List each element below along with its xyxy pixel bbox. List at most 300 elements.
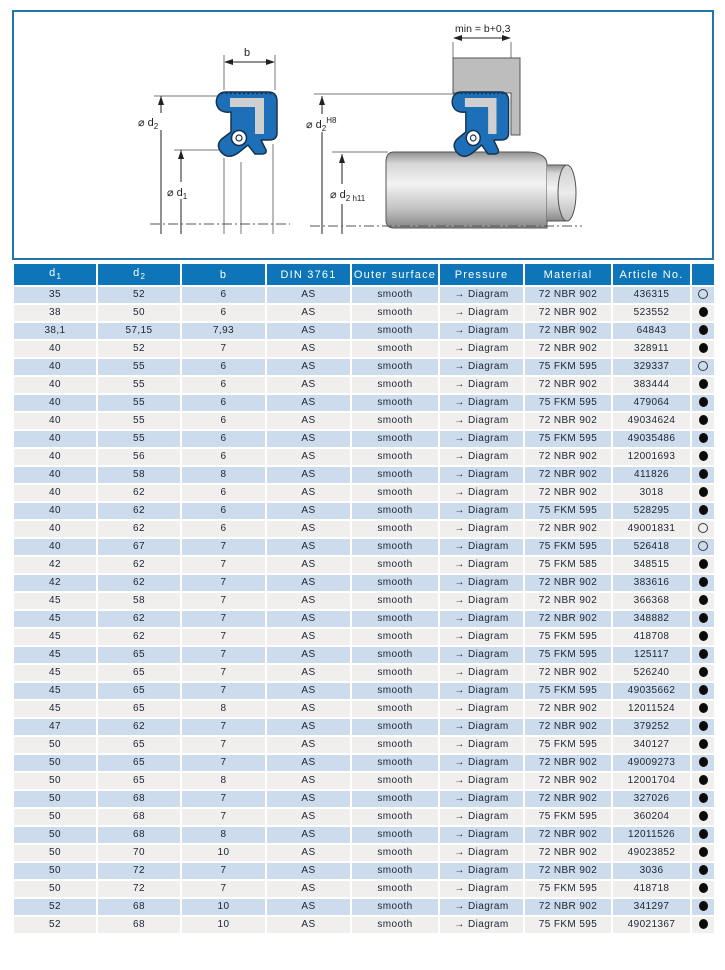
din-cell: AS — [266, 556, 351, 574]
outer-surface-cell: smooth — [351, 808, 439, 826]
article-no-cell: 49034624 — [612, 412, 691, 430]
pressure-diagram-link[interactable]: → Diagram — [439, 466, 524, 484]
outer-surface-cell: smooth — [351, 304, 439, 322]
pressure-diagram-link[interactable]: → Diagram — [439, 610, 524, 628]
material-cell: 75 FKM 585 — [524, 556, 612, 574]
availability-cell — [691, 646, 715, 664]
pressure-diagram-link[interactable]: → Diagram — [439, 898, 524, 916]
header-d1: $d_1$ — [13, 263, 97, 286]
filled-circle-icon — [699, 865, 708, 875]
availability-cell — [691, 538, 715, 556]
b-cell: 6 — [181, 502, 266, 520]
material-cell: 75 FKM 595 — [524, 736, 612, 754]
din-cell: AS — [266, 700, 351, 718]
d2-cell: 55 — [97, 376, 181, 394]
din-cell: AS — [266, 304, 351, 322]
d2-cell: 68 — [97, 790, 181, 808]
article-no-cell: 329337 — [612, 358, 691, 376]
filled-circle-icon — [699, 469, 708, 479]
b-cell: 7 — [181, 808, 266, 826]
availability-cell — [691, 844, 715, 862]
outer-surface-cell: smooth — [351, 322, 439, 340]
article-no-cell: 12001704 — [612, 772, 691, 790]
outer-surface-cell: smooth — [351, 592, 439, 610]
d1-cell: 47 — [13, 718, 97, 736]
d1-cell: 38 — [13, 304, 97, 322]
d1-cell: 40 — [13, 520, 97, 538]
d1-cell: 40 — [13, 376, 97, 394]
pressure-diagram-link[interactable]: → Diagram — [439, 700, 524, 718]
outer-surface-cell: smooth — [351, 394, 439, 412]
d2-cell: 55 — [97, 394, 181, 412]
dimension-label-d2-h11: ⌀ $d_2$ h11 — [330, 189, 366, 203]
d2-cell: 62 — [97, 628, 181, 646]
table-row — [13, 880, 715, 898]
material-cell: 72 NBR 902 — [524, 466, 612, 484]
b-cell: 7 — [181, 340, 266, 358]
d1-cell: 40 — [13, 430, 97, 448]
pressure-diagram-link[interactable]: → Diagram — [439, 304, 524, 322]
b-cell: 7 — [181, 574, 266, 592]
filled-circle-icon — [699, 919, 708, 929]
b-cell: 10 — [181, 916, 266, 934]
b-cell: 6 — [181, 430, 266, 448]
d2-cell: 70 — [97, 844, 181, 862]
din-cell: AS — [266, 394, 351, 412]
pressure-diagram-link[interactable]: → Diagram — [439, 394, 524, 412]
material-cell: 72 NBR 902 — [524, 520, 612, 538]
d1-cell: 40 — [13, 394, 97, 412]
hollow-circle-icon — [698, 361, 708, 371]
din-cell: AS — [266, 844, 351, 862]
pressure-diagram-link[interactable]: → Diagram — [439, 790, 524, 808]
availability-cell — [691, 610, 715, 628]
article-no-cell: 327026 — [612, 790, 691, 808]
article-no-cell: 383444 — [612, 376, 691, 394]
b-cell: 6 — [181, 448, 266, 466]
pressure-diagram-link[interactable]: → Diagram — [439, 826, 524, 844]
article-no-cell: 528295 — [612, 502, 691, 520]
d1-cell: 50 — [13, 790, 97, 808]
table-row — [13, 448, 715, 466]
article-no-cell: 341297 — [612, 898, 691, 916]
filled-circle-icon — [699, 433, 708, 443]
outer-surface-cell: smooth — [351, 736, 439, 754]
hollow-circle-icon — [698, 523, 708, 533]
b-cell: 6 — [181, 376, 266, 394]
b-cell: 7 — [181, 664, 266, 682]
availability-cell — [691, 286, 715, 304]
filled-circle-icon — [699, 415, 708, 425]
din-cell: AS — [266, 574, 351, 592]
din-cell: AS — [266, 286, 351, 304]
din-cell: AS — [266, 502, 351, 520]
din-cell: AS — [266, 610, 351, 628]
filled-circle-icon — [699, 901, 708, 911]
availability-cell — [691, 664, 715, 682]
outer-surface-cell: smooth — [351, 682, 439, 700]
article-no-cell: 348882 — [612, 610, 691, 628]
d1-cell: 50 — [13, 736, 97, 754]
header-article-no: Article No. — [612, 263, 691, 286]
table-row — [13, 646, 715, 664]
din-cell: AS — [266, 664, 351, 682]
b-cell: 8 — [181, 700, 266, 718]
d1-cell: 40 — [13, 466, 97, 484]
d1-cell: 38,1 — [13, 322, 97, 340]
d2-cell: 65 — [97, 682, 181, 700]
table-row — [13, 538, 715, 556]
dimension-label-d2-H8: ⌀ $d_2^{H8}$ — [306, 116, 337, 133]
din-cell: AS — [266, 646, 351, 664]
d2-cell: 62 — [97, 556, 181, 574]
seal-installation-diagram — [306, 23, 582, 234]
pressure-diagram-link[interactable]: → Diagram — [439, 628, 524, 646]
article-no-cell: 12001693 — [612, 448, 691, 466]
header-din-3761: DIN 3761 — [266, 263, 351, 286]
d2-cell: 62 — [97, 610, 181, 628]
header-outer-surface: Outer surface — [351, 263, 439, 286]
d2-cell: 62 — [97, 520, 181, 538]
article-no-cell: 526240 — [612, 664, 691, 682]
material-cell: 75 FKM 595 — [524, 358, 612, 376]
outer-surface-cell: smooth — [351, 844, 439, 862]
article-no-cell: 418718 — [612, 880, 691, 898]
din-cell: AS — [266, 880, 351, 898]
article-no-cell: 479064 — [612, 394, 691, 412]
din-cell: AS — [266, 448, 351, 466]
dimension-label-b: b — [243, 47, 251, 59]
outer-surface-cell: smooth — [351, 538, 439, 556]
article-no-cell: 348515 — [612, 556, 691, 574]
d1-cell: 45 — [13, 646, 97, 664]
b-cell: 6 — [181, 358, 266, 376]
pressure-diagram-link[interactable]: → Diagram — [439, 484, 524, 502]
availability-cell — [691, 826, 715, 844]
article-no-cell: 340127 — [612, 736, 691, 754]
outer-surface-cell: smooth — [351, 412, 439, 430]
filled-circle-icon — [699, 847, 708, 857]
article-no-cell: 360204 — [612, 808, 691, 826]
d2-cell: 57,15 — [97, 322, 181, 340]
article-no-cell: 12011524 — [612, 700, 691, 718]
filled-circle-icon — [699, 793, 708, 803]
outer-surface-cell: smooth — [351, 574, 439, 592]
outer-surface-cell: smooth — [351, 376, 439, 394]
b-cell: 6 — [181, 412, 266, 430]
availability-cell — [691, 430, 715, 448]
d1-cell: 40 — [13, 358, 97, 376]
availability-cell — [691, 898, 715, 916]
b-cell: 8 — [181, 826, 266, 844]
article-no-cell: 3036 — [612, 862, 691, 880]
pressure-diagram-link[interactable]: → Diagram — [439, 664, 524, 682]
din-cell: AS — [266, 808, 351, 826]
d2-cell: 55 — [97, 412, 181, 430]
b-cell: 6 — [181, 520, 266, 538]
din-cell: AS — [266, 466, 351, 484]
pressure-diagram-link[interactable]: → Diagram — [439, 358, 524, 376]
material-cell: 72 NBR 902 — [524, 322, 612, 340]
d2-cell: 72 — [97, 862, 181, 880]
d2-cell: 58 — [97, 466, 181, 484]
dimension-label-d2: ⌀ $d_2$ — [138, 117, 159, 131]
header-b: b — [181, 263, 266, 286]
filled-circle-icon — [699, 775, 708, 785]
table-row — [13, 898, 715, 916]
material-cell: 72 NBR 902 — [524, 610, 612, 628]
material-cell: 72 NBR 902 — [524, 898, 612, 916]
article-no-cell: 125117 — [612, 646, 691, 664]
b-cell: 7 — [181, 790, 266, 808]
pressure-diagram-link[interactable]: → Diagram — [439, 592, 524, 610]
filled-circle-icon — [699, 325, 708, 335]
d1-cell: 50 — [13, 844, 97, 862]
table-row — [13, 430, 715, 448]
pressure-diagram-link[interactable]: → Diagram — [439, 862, 524, 880]
filled-circle-icon — [699, 721, 708, 731]
din-cell: AS — [266, 412, 351, 430]
d1-cell: 50 — [13, 754, 97, 772]
article-no-cell: 49035662 — [612, 682, 691, 700]
pressure-diagram-link[interactable]: → Diagram — [439, 772, 524, 790]
availability-cell — [691, 502, 715, 520]
availability-cell — [691, 754, 715, 772]
header-d2: $d_2$ — [97, 263, 181, 286]
outer-surface-cell: smooth — [351, 826, 439, 844]
din-cell: AS — [266, 790, 351, 808]
article-no-cell: 12011526 — [612, 826, 691, 844]
table-row — [13, 376, 715, 394]
b-cell: 6 — [181, 484, 266, 502]
din-cell: AS — [266, 592, 351, 610]
material-cell: 72 NBR 902 — [524, 844, 612, 862]
availability-cell — [691, 574, 715, 592]
seal-cross-section-diagram — [138, 47, 290, 234]
availability-cell — [691, 322, 715, 340]
d1-cell: 42 — [13, 574, 97, 592]
table-row — [13, 826, 715, 844]
pressure-diagram-link[interactable]: → Diagram — [439, 538, 524, 556]
shaft-end-face — [558, 165, 576, 221]
table-row — [13, 610, 715, 628]
outer-surface-cell: smooth — [351, 520, 439, 538]
b-cell: 7 — [181, 682, 266, 700]
outer-surface-cell: smooth — [351, 754, 439, 772]
table-row — [13, 520, 715, 538]
outer-surface-cell: smooth — [351, 556, 439, 574]
filled-circle-icon — [699, 811, 708, 821]
availability-cell — [691, 520, 715, 538]
b-cell: 10 — [181, 898, 266, 916]
din-cell: AS — [266, 376, 351, 394]
table-row — [13, 700, 715, 718]
d2-cell: 65 — [97, 754, 181, 772]
filled-circle-icon — [699, 307, 708, 317]
filled-circle-icon — [699, 487, 708, 497]
outer-surface-cell: smooth — [351, 610, 439, 628]
pressure-diagram-link[interactable]: → Diagram — [439, 754, 524, 772]
shaft-section — [386, 152, 547, 228]
material-cell: 72 NBR 902 — [524, 376, 612, 394]
header-material: Material — [524, 263, 612, 286]
table-row — [13, 862, 715, 880]
d1-cell: 50 — [13, 880, 97, 898]
table-row — [13, 340, 715, 358]
d1-cell: 40 — [13, 448, 97, 466]
table-row — [13, 304, 715, 322]
pressure-diagram-link[interactable]: → Diagram — [439, 916, 524, 934]
pressure-diagram-link[interactable]: → Diagram — [439, 880, 524, 898]
seal-drawings — [14, 12, 708, 254]
availability-cell — [691, 412, 715, 430]
d2-cell: 65 — [97, 772, 181, 790]
article-no-cell: 436315 — [612, 286, 691, 304]
din-cell: AS — [266, 754, 351, 772]
material-cell: 72 NBR 902 — [524, 664, 612, 682]
pressure-diagram-link[interactable]: → Diagram — [439, 646, 524, 664]
b-cell: 7 — [181, 880, 266, 898]
material-cell: 72 NBR 902 — [524, 790, 612, 808]
material-cell: 72 NBR 902 — [524, 412, 612, 430]
din-cell: AS — [266, 898, 351, 916]
b-cell: 7 — [181, 592, 266, 610]
d1-cell: 40 — [13, 484, 97, 502]
d2-cell: 65 — [97, 700, 181, 718]
seal-specification-table — [12, 262, 716, 935]
material-cell: 72 NBR 902 — [524, 826, 612, 844]
material-cell: 72 NBR 902 — [524, 286, 612, 304]
table-row — [13, 772, 715, 790]
outer-surface-cell: smooth — [351, 646, 439, 664]
b-cell: 7 — [181, 718, 266, 736]
filled-circle-icon — [699, 757, 708, 767]
material-cell: 75 FKM 595 — [524, 646, 612, 664]
pressure-diagram-link[interactable]: → Diagram — [439, 682, 524, 700]
material-cell: 72 NBR 902 — [524, 574, 612, 592]
outer-surface-cell: smooth — [351, 340, 439, 358]
b-cell: 7 — [181, 628, 266, 646]
pressure-diagram-link[interactable]: → Diagram — [439, 808, 524, 826]
b-cell: 6 — [181, 286, 266, 304]
table-row — [13, 808, 715, 826]
pressure-diagram-link[interactable]: → Diagram — [439, 430, 524, 448]
d1-cell: 50 — [13, 826, 97, 844]
din-cell: AS — [266, 862, 351, 880]
din-cell: AS — [266, 628, 351, 646]
table-row — [13, 484, 715, 502]
din-cell: AS — [266, 736, 351, 754]
din-cell: AS — [266, 772, 351, 790]
article-no-cell: 49021367 — [612, 916, 691, 934]
b-cell: 10 — [181, 844, 266, 862]
dimension-label-min: min = b+0,3 — [455, 23, 511, 35]
material-cell: 72 NBR 902 — [524, 448, 612, 466]
outer-surface-cell: smooth — [351, 790, 439, 808]
pressure-diagram-link[interactable]: → Diagram — [439, 412, 524, 430]
pressure-diagram-link[interactable]: → Diagram — [439, 448, 524, 466]
din-cell: AS — [266, 322, 351, 340]
article-no-cell: 526418 — [612, 538, 691, 556]
filled-circle-icon — [699, 829, 708, 839]
din-cell: AS — [266, 484, 351, 502]
table-row — [13, 556, 715, 574]
material-cell: 75 FKM 595 — [524, 628, 612, 646]
d1-cell: 50 — [13, 772, 97, 790]
d1-cell: 35 — [13, 286, 97, 304]
article-no-cell: 49035486 — [612, 430, 691, 448]
table-row — [13, 322, 715, 340]
d2-cell: 55 — [97, 358, 181, 376]
din-cell: AS — [266, 682, 351, 700]
pressure-diagram-link[interactable]: → Diagram — [439, 556, 524, 574]
d1-cell: 40 — [13, 538, 97, 556]
pressure-diagram-link[interactable]: → Diagram — [439, 844, 524, 862]
availability-cell — [691, 700, 715, 718]
d1-cell: 45 — [13, 682, 97, 700]
d1-cell: 52 — [13, 898, 97, 916]
b-cell: 7 — [181, 754, 266, 772]
table-row — [13, 574, 715, 592]
d2-cell: 68 — [97, 826, 181, 844]
availability-cell — [691, 628, 715, 646]
outer-surface-cell: smooth — [351, 628, 439, 646]
table-row — [13, 628, 715, 646]
table-row — [13, 682, 715, 700]
pressure-diagram-link[interactable]: → Diagram — [439, 286, 524, 304]
d2-cell: 68 — [97, 916, 181, 934]
pressure-diagram-link[interactable]: → Diagram — [439, 718, 524, 736]
material-cell: 72 NBR 902 — [524, 592, 612, 610]
table-body — [13, 286, 715, 934]
d1-cell: 50 — [13, 862, 97, 880]
filled-circle-icon — [699, 703, 708, 713]
filled-circle-icon — [699, 613, 708, 623]
availability-cell — [691, 358, 715, 376]
pressure-diagram-link[interactable]: → Diagram — [439, 322, 524, 340]
material-cell: 75 FKM 595 — [524, 430, 612, 448]
outer-surface-cell: smooth — [351, 880, 439, 898]
availability-cell — [691, 304, 715, 322]
material-cell: 75 FKM 595 — [524, 538, 612, 556]
pressure-diagram-link[interactable]: → Diagram — [439, 520, 524, 538]
material-cell: 72 NBR 902 — [524, 484, 612, 502]
b-cell: 8 — [181, 772, 266, 790]
pressure-diagram-link[interactable]: → Diagram — [439, 736, 524, 754]
pressure-diagram-link[interactable]: → Diagram — [439, 340, 524, 358]
pressure-diagram-link[interactable]: → Diagram — [439, 574, 524, 592]
outer-surface-cell: smooth — [351, 286, 439, 304]
material-cell: 72 NBR 902 — [524, 700, 612, 718]
d2-cell: 67 — [97, 538, 181, 556]
table-row — [13, 412, 715, 430]
outer-surface-cell: smooth — [351, 430, 439, 448]
pressure-diagram-link[interactable]: → Diagram — [439, 502, 524, 520]
outer-surface-cell: smooth — [351, 862, 439, 880]
material-cell: 75 FKM 595 — [524, 916, 612, 934]
d2-cell: 52 — [97, 340, 181, 358]
header-availability — [691, 263, 715, 286]
table-row — [13, 358, 715, 376]
d2-cell: 72 — [97, 880, 181, 898]
b-cell: 7,93 — [181, 322, 266, 340]
pressure-diagram-link[interactable]: → Diagram — [439, 376, 524, 394]
article-no-cell: 523552 — [612, 304, 691, 322]
b-cell: 7 — [181, 556, 266, 574]
table-row — [13, 718, 715, 736]
filled-circle-icon — [699, 631, 708, 641]
filled-circle-icon — [699, 685, 708, 695]
